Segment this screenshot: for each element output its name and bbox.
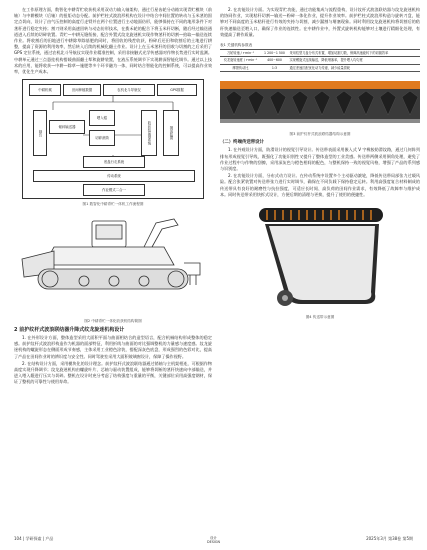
- box-chassis: 底盘行走系统: [83, 156, 145, 168]
- footer-center: 设计 DESIGN: [206, 536, 221, 544]
- footer-right: 2025年3月 第38卷 第5期: [366, 536, 413, 541]
- structure-paragraph: 2. 在结构设计方面，采用模块化的设计理念。前护纹杆式波浪联结器通过销轴与主机架相连，可根据作物高度实现升降调节；纹龙旋迷机构由螺旋叶片、芯轴与驱动装置组成，能够将切断的茎秆快速向中部输送，并进入喂入辊进行压实与切碎。整机在设计时充分考虑了结构强度与重量的平衡，关键部位采用高强度钢材，保证了整机的可靠性与使用寿命。: [14, 360, 212, 385]
- fig2-caption: 图2 中耕青贮一体化收获机结构简图: [84, 318, 142, 323]
- param-desc: 通过差速匹配优化动力传递，减少能量损耗: [288, 64, 420, 71]
- function-paragraph: 2. 在功能设计方面。为实现青贮功能，通过功能集成与流程重构，设计纹杆式波浪联结器与纹龙旋迷机构的协同作业，实现秸秆切割—输送—粉碎一体化作业，提升作业效率。前护栏柱式波浪形构造与旋转刀盘，能够对不同高度的玉米秸秆进行有效的夹持与切割，减少漏割与堵塞现象。同时利用纹龙旋迷机构将切割后的秸秆快速输送至喂入口，确保了作业的连续性。在中耕作业中，外置式旋转机构能够对土壤进行精细化处理，有效提高了耕作质量。: [220, 7, 420, 37]
- box-cultivator: 中耕机械: [29, 84, 61, 96]
- right-column: [220, 7, 420, 323]
- table-title: 表1 关键机构参数表: [220, 43, 253, 48]
- box-monitor-system: 收获机监测系统: [141, 110, 157, 156]
- conveyor-function-paragraph: 2. 在功能设计方面，分布式动力设计。在传动系统中设置多个主动驱动滚轮，降低传送带局部张力过载风险。配合张紧装置对传送带张力进行实时调节，确保在不同负载下保持稳定运转。利用高强度复合材料制成的传送带具有良好的耐磨性与抗拉强度，可适应长时间、高负荷的田间作业需求，有效降低了故障率与维护成本。同时传送带采用快拆式设计，方便后期的清理与更换，提升了使用的便捷性。: [220, 173, 420, 197]
- param-value: 1:3: [261, 64, 288, 71]
- table-row: [220, 50, 420, 57]
- box-gps-data: GPS数据: [157, 84, 197, 96]
- box-transmission: 传动系统: [33, 170, 195, 182]
- box-beidou-nav: 农机北斗导航仪: [103, 84, 155, 96]
- param-name: 纹龙旋转速度 / r·min⁻¹: [220, 57, 261, 64]
- param-desc: 采用柱型刀盘分布式布置，增加切割刀数，保障高速旋转下的切割效率: [288, 50, 420, 57]
- box-blower: 抛送装置: [163, 110, 179, 156]
- param-value: 1 200~1 500: [261, 50, 288, 57]
- box-field-data: 田间种植数据: [63, 84, 101, 96]
- fig3-caption: 图3 前护纹杆式波浪联结器结构示意图: [289, 132, 351, 137]
- param-name: 刀轮转速 / r·min⁻¹: [220, 50, 261, 57]
- workflow-diagram: [22, 79, 204, 199]
- left-column: [14, 7, 212, 387]
- fig4-caption: 图4 传送带示意图: [305, 315, 335, 320]
- box-chopper: 切碎滚筒: [89, 130, 115, 146]
- box-header: 割台: [33, 110, 47, 156]
- exterior-paragraph: 1. 在外形设计方面，整体造型采用大面积平面与曲面相结合的造型语言，配合机械结构形成整体的稳定感。前护纹杆式波浪形构造作为机器的面部特征，利用折线与曲面的对比强调整机的力量感与速度感。纹龙旋迷机构的螺旋形态在侧面形成节奏感，主体采用工业橙色涂装，搭配深灰色底盘，形成强烈的色彩对比，提高了产品在田间作业时的辨识度与安全性。同时驾驶室采用大面积玻璃窗设计，保障了操作视野。: [14, 335, 212, 359]
- param-desc: 实现螺旋式连续输送，降低堵塞率，提升喂入均匀度: [288, 57, 420, 64]
- box-mode: 作业模式二合一: [83, 184, 145, 196]
- footer-left: 104 | 学研探索 | 产品: [14, 536, 54, 541]
- section-3-title: （二）终端传送带设计: [220, 140, 264, 146]
- param-name: 摩擦传动比: [220, 64, 261, 71]
- section-2-title: 2 前护纹杆式波浪联结器升降式纹龙旋迷机构设计: [14, 326, 125, 333]
- box-feed-roller: 喂入辊: [89, 110, 115, 126]
- table-row: [220, 57, 420, 64]
- param-value: 400~600: [261, 57, 288, 64]
- box-feeder: 倾斜输送器: [49, 120, 85, 134]
- intro-paragraph: 在工作原理方面，数智化中耕青贮收获机采用双动力输入轴架构，通过行星齿轮分动箱实现青贮模块（前轴）与中耕模块（后轴）的扭矩动态分配。前护栏柱式波浪形机构在设计中结合中间位置的转动与玉米茎的固定点切向，设计了由气压控制的高度行走臂并在两个位置进行主动地面仿形，能够保持在不同的地形条件下对茎秆进行稳定夹持；割刀则采用高速回转与动态仿形技术，在拨禾轮的配合下将玉米秆切断，随后经过输送通道进入后续的切碎装置。青贮—中耕无缝衔接，配合外置式纹龙旋迷机实现作物茎秆的切割—拾取—输送连续作业。将收割后的田地进行中耕除草除基肥的同时，将回收的残茬收获，粉碎后还田和收割后的土地进行耕整，提高了资源的利用效率，然后转入后续的机械化翻土作业。设计上在玉米茎秆的回收与切割的之后采用了 GPS 定位系统，通过农机北斗导航仪实现作业精准控制，采用非接触式光学传感器对作物长势进行实时监测。中耕单元通过三点悬挂机构搭载曲面翻土犁和旋耕装置，在液压系统调节下实现耕深智能化调节。通过以上技术的应用，能将收获—中耕—除草—施肥等多个环节融为一体，同时结合智能化的控制系统，可以提高作业效率，优化生产成本。: [14, 7, 212, 75]
- spec-table: [220, 49, 420, 72]
- conveyor-belt-illustration: [245, 202, 395, 312]
- table-row: [220, 64, 420, 71]
- wave-linker-illustration: [220, 75, 420, 127]
- conveyor-exterior-paragraph: 1. 在外观设计方面，防滑设计的视觉引导设计。传送带表面采用嵌入式 V 字橡胶防滑纹路，通过几何阵列排布形成视觉引导线，既强化了功能识别性又提升了整体造型的工业美感。传送带两侧采用倒角处理，避免了作业过程中与作物的刮擦，采用深灰色与橙色相间的配色，与整机保持一致的视觉风格，增强了产品的系列感与识别度。: [220, 147, 420, 172]
- fig1-caption: 图1 数智化中耕青贮一体机工作流程图: [82, 202, 144, 207]
- harvester-schematic: [14, 213, 204, 313]
